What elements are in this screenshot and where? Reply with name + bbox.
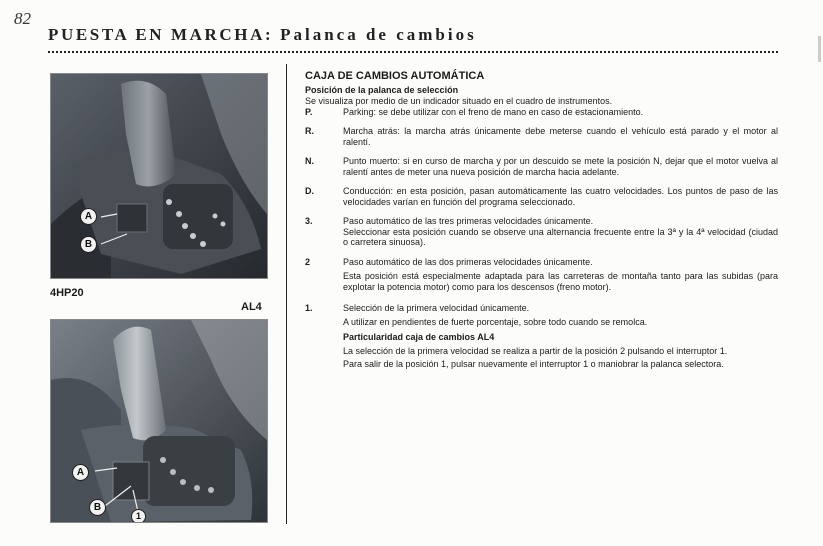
al4-text: La selección de la primera velocidad se realiza a partir de la posición 2 pulsando el interruptor 1.	[343, 345, 728, 356]
caption-4hp20: 4HP20	[50, 287, 84, 299]
position-text: Conducción: en esta posición, pasan automáticamente las cuatro velocidades. Los puntos de paso de las velocidades varían en función del programa seleccionado.	[343, 186, 778, 207]
al4-text: Para salir de la posición 1, pulsar nuevamente el interruptor 1 o maniobrar la palanca selectora.	[343, 359, 724, 369]
position-key: P.	[305, 106, 313, 117]
callout-1-bottom: 1	[131, 509, 146, 523]
position-text: Paso automático de las tres primeras velocidades únicamente.	[343, 216, 594, 226]
position-text: Seleccionar esta posición cuando se observe una alternancia frecuente entre la 3ª y la 4ª velocidad (ciudad o carretera sinuosa).	[343, 226, 778, 247]
position-text: Punto muerto: si en curso de marcha y por un descuido se mete la posición N, dejar que el motor vuelva al ralentí antes de meter una nueva posición de marcha hacia adelante.	[343, 156, 778, 177]
instructions-column	[305, 71, 778, 370]
callout-a-top: A	[80, 208, 97, 225]
header-rule	[48, 51, 778, 53]
position-3	[305, 216, 778, 248]
position-text: Marcha atrás: la marcha atrás únicamente debe meterse cuando el vehículo está parado y el motor al ralentí.	[343, 126, 778, 147]
callout-b-top: B	[80, 236, 97, 253]
al4-heading: Particularidad caja de cambios AL4	[343, 332, 495, 342]
column-divider	[286, 64, 287, 524]
page-number: 82	[14, 9, 31, 28]
intro-text: Se visualiza por medio de un indicador situado en el cuadro de instrumentos.	[305, 96, 613, 106]
position-text: Parking: se debe utilizar con el freno de mano en caso de estacionamiento.	[343, 106, 644, 117]
callout-b-bottom: B	[89, 499, 106, 516]
position-key: D.	[305, 186, 314, 196]
position-text: Paso automático de las dos primeras velocidades únicamente.	[343, 256, 593, 267]
position-key: 3.	[305, 216, 313, 226]
caption-al4: AL4	[241, 301, 262, 313]
position-r	[305, 126, 778, 147]
position-key: 2	[305, 256, 311, 267]
position-n	[305, 156, 778, 177]
position-2	[305, 257, 778, 293]
position-key: R.	[305, 126, 314, 136]
position-key: 1.	[305, 303, 313, 313]
position-d	[305, 186, 778, 207]
page-title-sub: Palanca de cambios	[280, 25, 477, 44]
edge-mark	[818, 36, 821, 62]
position-p	[305, 107, 778, 118]
position-text: Selección de la primera velocidad únicamente.	[343, 303, 530, 313]
position-text: Esta posición está especialmente adaptada para las carreteras de montaña tanto para las subidas (para explotar la potencia motor) como para los descensos (freno motor).	[343, 271, 778, 292]
page-title	[48, 25, 477, 45]
callout-a-bottom: A	[72, 464, 89, 481]
gear-selector-photo-al4	[50, 319, 268, 523]
section-subtitle: Posición de la palanca de selección	[305, 84, 459, 95]
position-key: N.	[305, 156, 314, 166]
gear-selector-photo-4hp20	[50, 73, 268, 279]
position-1	[305, 303, 778, 370]
page-title-main: PUESTA EN MARCHA:	[48, 25, 274, 44]
position-text: A utilizar en pendientes de fuerte porcentaje, sobre todo cuando se remolca.	[343, 316, 648, 327]
section-title: CAJA DE CAMBIOS AUTOMÁTICA	[305, 70, 485, 82]
